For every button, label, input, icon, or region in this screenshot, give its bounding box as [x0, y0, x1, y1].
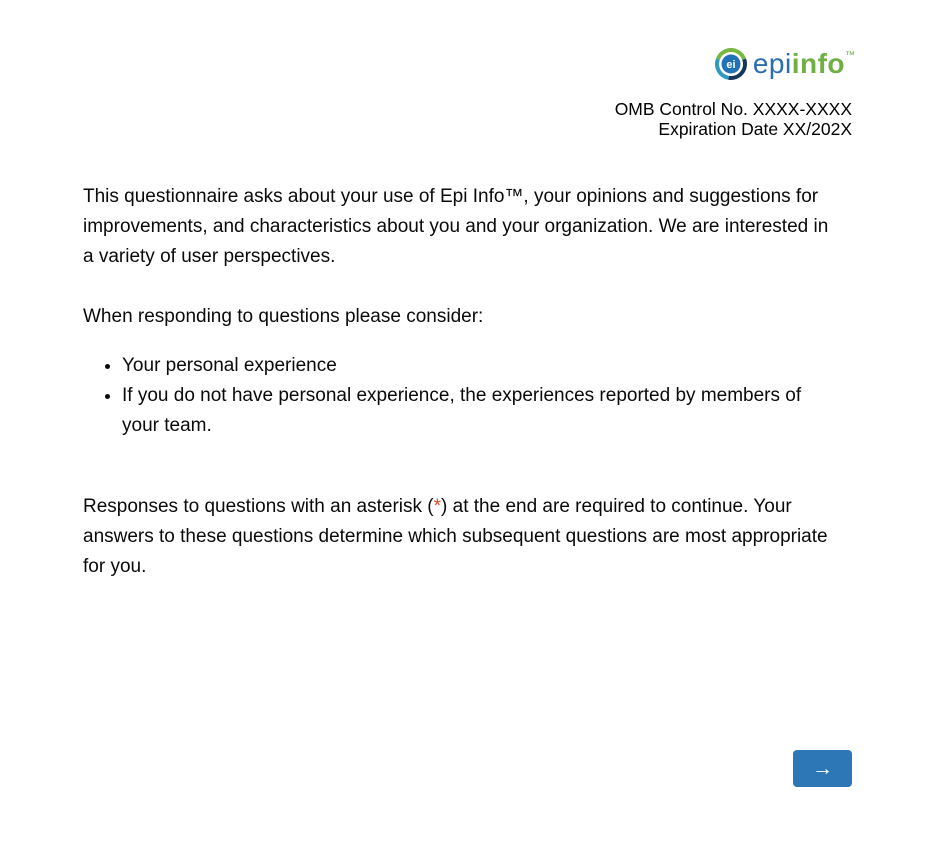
intro-paragraph: This questionnaire asks about your use of Epi Info™, your opinions and suggestions for improvements, and characteristics about you and your organization. We are interested in a variety of user perspectives.	[83, 186, 829, 267]
logo-text-epi: epi	[752, 48, 792, 79]
required-asterisk: *	[433, 496, 442, 517]
logo-wordmark	[753, 50, 855, 78]
omb-control-block	[615, 99, 852, 139]
logo-trademark: ™	[845, 50, 855, 61]
required-note	[83, 492, 839, 582]
epi-info-logo	[713, 46, 855, 82]
survey-intro-content	[83, 182, 839, 582]
next-button[interactable]	[793, 750, 852, 787]
consider-heading: When responding to questions please consider:	[83, 306, 484, 327]
epi-info-logo-icon	[713, 46, 749, 82]
omb-expiration-date: Expiration Date XX/202X	[658, 119, 852, 139]
list-item: • If you do not have personal experience, the experiences reported by members of your team.	[122, 381, 839, 441]
logo-text-info: info	[791, 48, 845, 79]
consider-bullet-list	[83, 351, 839, 441]
required-note-before: Responses to questions with an asterisk (	[83, 496, 434, 517]
right-arrow-icon: →	[812, 757, 833, 780]
logo-badge-text: ei	[726, 59, 736, 71]
omb-control-number: OMB Control No. XXXX-XXXX	[614, 99, 852, 119]
list-item: • Your personal experience	[122, 351, 839, 381]
required-note-after: ) at the end are required to continue. Your answers to these questions determine which subsequent questions are most appropriate for you.	[83, 496, 828, 577]
